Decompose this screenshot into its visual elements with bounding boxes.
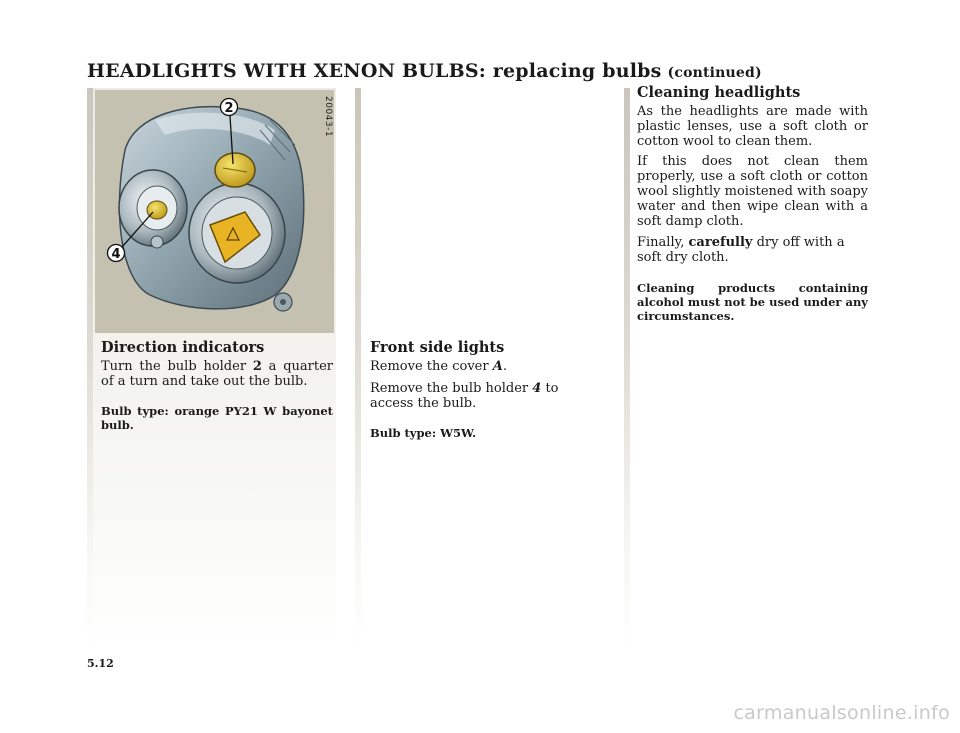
adjuster-knob [151, 236, 163, 248]
text-fragment: to access the bulb. [370, 381, 559, 411]
mounting-hole [280, 299, 286, 305]
text-fragment: dry off with a soft dry cloth. [637, 235, 845, 265]
cleaning-text-3 [637, 235, 868, 265]
cleaning-headlights-title: Cleaning headlights [637, 84, 801, 101]
column-3-bar [624, 88, 630, 648]
bulb-holder-ref: 4 [532, 381, 542, 396]
page-heading [87, 60, 762, 82]
cover-ref: A [492, 359, 503, 374]
cleaning-warning: Cleaning products containing alcohol must not be used under any circumstances. [637, 281, 868, 323]
watermark: carmanualsonline.info [733, 702, 950, 724]
callout-2-label: 2 [224, 101, 234, 116]
text-fragment: Remove the cover [370, 359, 489, 374]
cleaning-text-1: As the headlights are made with plastic lenses, use a soft cloth or cotton wool to clean them. [637, 104, 868, 149]
text-fragment: Remove the bulb holder [370, 381, 529, 396]
text-fragment: Turn the bulb holder [101, 359, 247, 374]
callout-4-label: 4 [111, 247, 121, 262]
front-side-lights-text-1 [370, 359, 604, 374]
heading-title: HEADLIGHTS WITH XENON BULBS: replacing bulbs [87, 60, 662, 82]
headlight-drawing [95, 90, 334, 333]
direction-indicators-title: Direction indicators [101, 339, 265, 356]
text-fragment: a quarter of a turn and take out the bulb. [101, 359, 333, 389]
direction-indicators-text [101, 359, 333, 389]
direction-indicators-bulb-type: Bulb type: orange PY21 W bayonet bulb. [101, 404, 333, 432]
headlight-illustration [95, 90, 334, 333]
text-fragment: . [502, 359, 507, 374]
column-2-bar [355, 88, 361, 648]
cleaning-text-2: If this does not clean them properly, use a soft cloth or cotton wool slightly moistened with soapy water and then wipe clean with a soft damp cloth. [637, 154, 868, 229]
emphasis-carefully: carefully [688, 235, 753, 250]
bulb-holder-ref: 2 [252, 359, 262, 374]
front-side-lights-text-2 [370, 381, 604, 411]
column-1-bar [87, 88, 93, 648]
front-side-lights-bulb-type: Bulb type: W5W. [370, 426, 477, 440]
figure-reference-code: 20043-1 [323, 96, 333, 138]
heading-continued: (continued) [667, 65, 762, 81]
front-side-lights-title: Front side lights [370, 339, 505, 356]
page-number: 5.12 [87, 657, 114, 670]
text-fragment: Finally, [637, 235, 685, 250]
